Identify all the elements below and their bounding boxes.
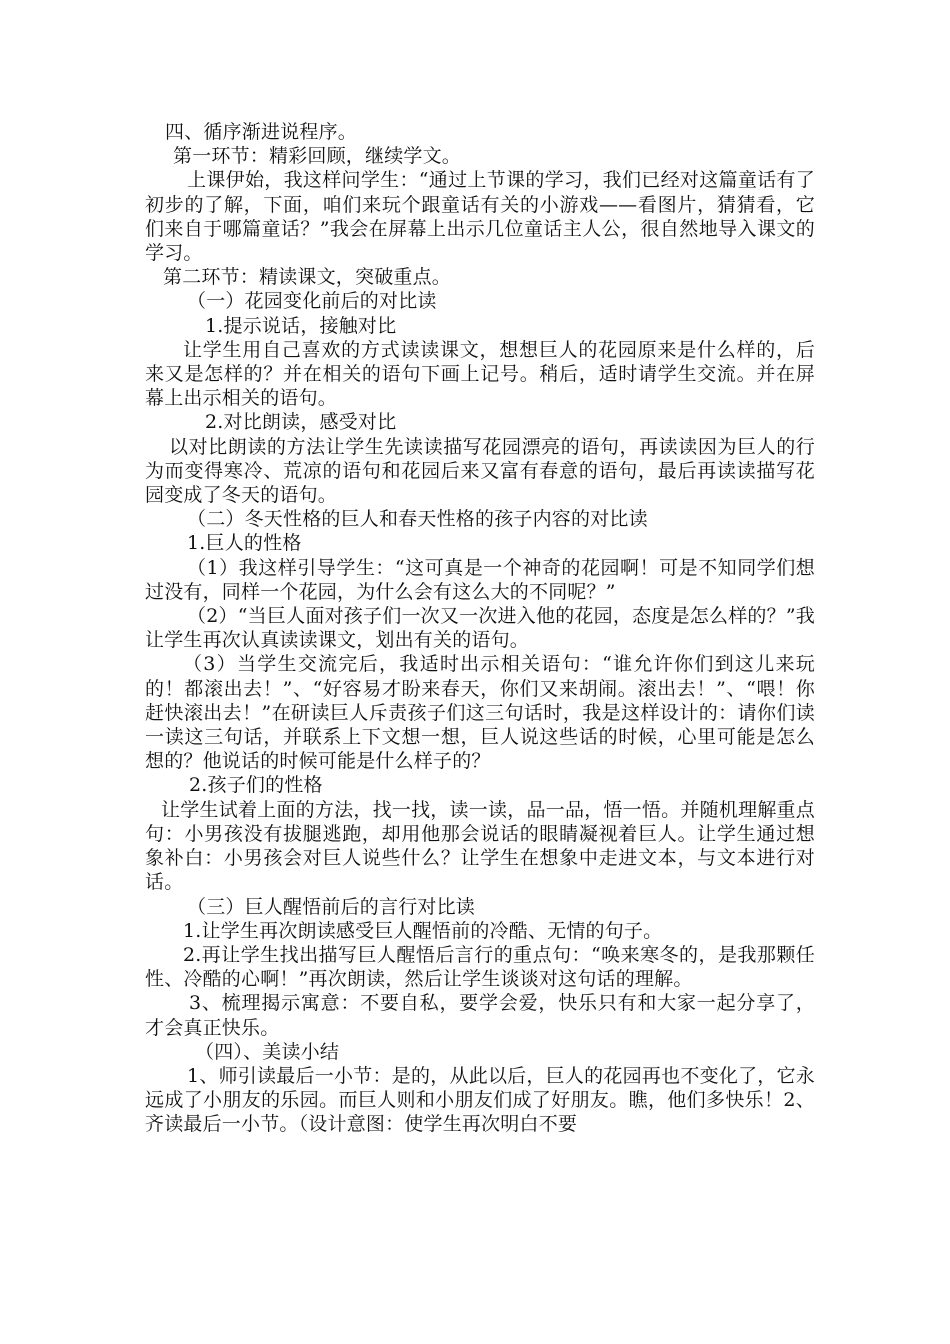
paragraph: 2.对比朗读，感受对比 <box>205 411 397 434</box>
paragraph: （四）、美读小结 <box>195 1040 340 1063</box>
paragraph: 1.巨人的性格 <box>187 532 302 555</box>
paragraph: （二）冬天性格的巨人和春天性格的孩子内容的对比读 <box>187 508 648 531</box>
paragraph: 3、梳理揭示寓意：不要自私，要学会爱，快乐只有和大家一起分享了，才会真正快乐。 <box>145 992 815 1039</box>
paragraph: 四、循序渐进说程序。 <box>165 121 358 143</box>
paragraph: 2.再让学生找出描写巨人醒悟后言行的重点句：“唤来寒冬的，是我那颗任性、冷酷的心啊！”再次朗读，然后让学生谈谈对这句话的理解。 <box>145 943 815 991</box>
paragraph: （三）巨人醒悟前后的言行对比读 <box>187 895 476 918</box>
paragraph: （2）“当巨人面对孩子们一次又一次进入他的花园，态度是怎么样的？”我让学生再次认真读读课文，划出有关的语句。 <box>145 605 815 652</box>
paragraph: （一）花园变化前后的对比读 <box>187 290 437 313</box>
paragraph: 2.孩子们的性格 <box>189 774 323 797</box>
paragraph: 以对比朗读的方法让学生先读读描写花园漂亮的语句，再读读因为巨人的行为而变得寒冷、荒凉的语句和花园后来又富有春意的语句，最后再读读描写花园变成了冬天的语句。 <box>145 435 815 507</box>
paragraph: 1.让学生再次朗读感受巨人醒悟前的冷酷、无情的句子。 <box>183 919 663 942</box>
paragraph: 让学生用自己喜欢的方式读读课文，想想巨人的花园原来是什么样的，后来又是怎样的？并在相关的语句下画上记号。稍后，适时请学生交流。并在屏幕上出示相关的语句。 <box>145 338 815 410</box>
paragraph: 1、师引读最后一小节：是的，从此以后，巨人的花园再也不变化了，它永远成了小朋友的乐园。而巨人则和小朋友们成了好朋友。瞧，他们多快乐！2、齐读最后一小节。（设计意图：使学生再次明白不要 <box>145 1064 815 1136</box>
paragraph: 第一环节：精彩回顾，继续学文。 <box>173 145 462 168</box>
paragraph: （3）当学生交流完后，我适时出示相关语句：“谁允许你们到这儿来玩的！都滚出去！”、“好容易才盼来春天，你们又来胡闹。滚出去！”、“喂！你赶快滚出去！”在研读巨人斥责孩子们这三句话时，我是这样设计的：请你们读一读这三句话，并联系上下文想一想，巨人说这些话的时候，心里可能是怎么想的？他说话的时候可能是什么样子的？ <box>145 653 815 773</box>
paragraph: （1）我这样引导学生：“这可真是一个神奇的花园啊！可是不知同学们想过没有，同样一个花园，为什么会有这么大的不同呢？” <box>145 556 815 603</box>
document-body <box>145 120 815 1137</box>
paragraph: 1.提示说话，接触对比 <box>205 314 397 337</box>
paragraph: 上课伊始，我这样问学生：“通过上节课的学习，我们已经对这篇童话有了初步的了解，下面，咱们来玩个跟童话有关的小游戏——看图片，猜猜看，它们来自于哪篇童话？”我会在屏幕上出示几位童话主人公，很自然地导入课文的学习。 <box>145 169 815 265</box>
paragraph: 让学生试着上面的方法，找一找，读一读，品一品，悟一悟。并随机理解重点句：小男孩没有拔腿逃跑，却用他那会说话的眼睛凝视着巨人。让学生通过想象补白：小男孩会对巨人说些什么？让学生在想象中走进文本，与文本进行对话。 <box>145 798 815 894</box>
paragraph: 第二环节：精读课文，突破重点。 <box>163 266 452 289</box>
